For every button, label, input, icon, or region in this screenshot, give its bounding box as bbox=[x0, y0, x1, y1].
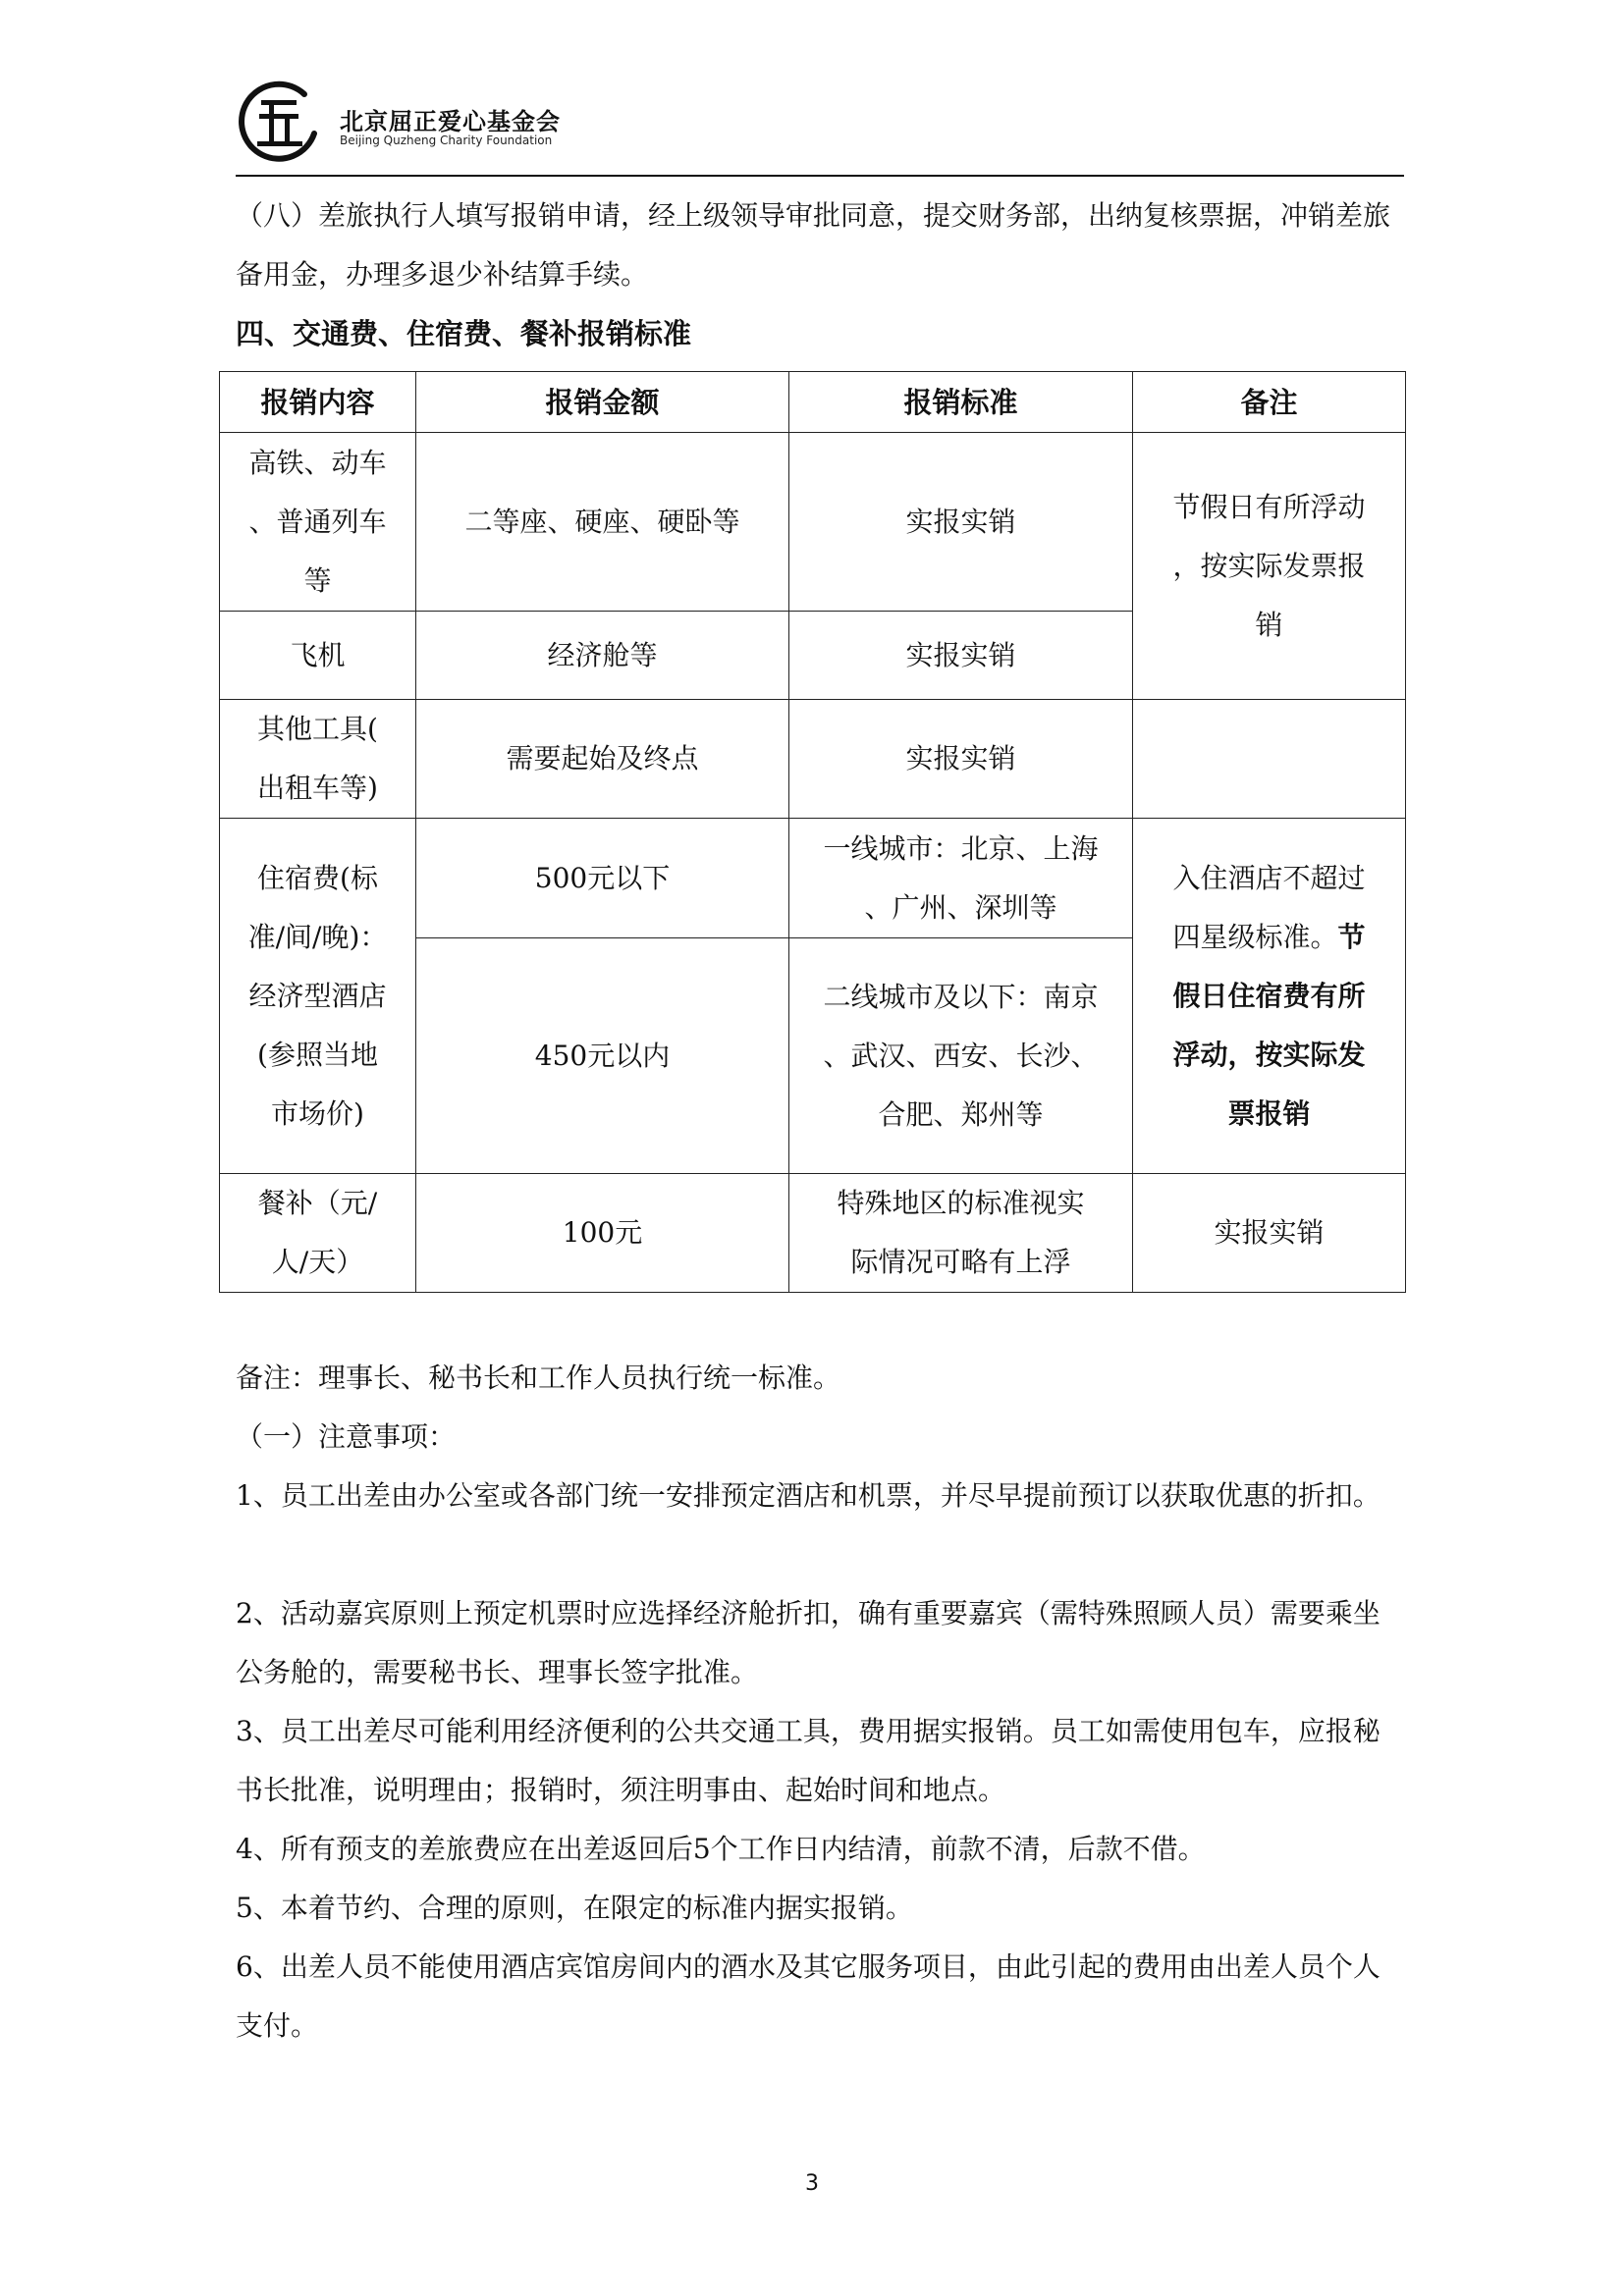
attention-item: 4、所有预支的差旅费应在出差返回后5个工作日内结清，前款不清，后款不借。 bbox=[236, 1833, 1206, 1865]
column-header: 报销金额 bbox=[416, 372, 789, 433]
paragraph-item-8: （八）差旅执行人填写报销申请，经上级领导审批同意，提交财务部，出纳复核票据，冲销差旅备用金，办理多退少补结算手续。 bbox=[236, 199, 1391, 291]
column-header: 报销内容 bbox=[220, 372, 416, 433]
page-number: 3 bbox=[805, 2171, 819, 2196]
table-cell: 100元 bbox=[416, 1174, 789, 1293]
table-cell: 特殊地区的标准视实 际情况可略有上浮 bbox=[789, 1174, 1133, 1293]
table-row bbox=[220, 433, 1406, 612]
column-header: 报销标准 bbox=[789, 372, 1133, 433]
column-header: 备注 bbox=[1133, 372, 1406, 433]
table-cell: 二等座、硬座、硬卧等 bbox=[416, 433, 789, 612]
transport-note-cell: 节假日有所浮动 ，按实际发票报 销 bbox=[1133, 433, 1406, 700]
table-cell: 其他工具( 出租车等) bbox=[220, 700, 416, 819]
table-cell: 二线城市及以下：南京 、武汉、西安、长沙、 合肥、郑州等 bbox=[789, 938, 1133, 1174]
reimbursement-standards-table bbox=[219, 371, 1406, 1293]
attention-item: 6、出差人员不能使用酒店宾馆房间内的酒水及其它服务项目，由此引起的费用由出差人员个人支付。 bbox=[236, 1950, 1380, 2042]
section-4-title: 四、交通费、住宿费、餐补报销标准 bbox=[236, 317, 692, 350]
org-name-en: Beijing Quzheng Charity Foundation bbox=[340, 133, 553, 147]
table-cell bbox=[1133, 700, 1406, 819]
table-row bbox=[220, 819, 1406, 938]
table-cell: 飞机 bbox=[220, 612, 416, 700]
table-cell: 实报实销 bbox=[1133, 1174, 1406, 1293]
table-cell: 需要起始及终点 bbox=[416, 700, 789, 819]
table-row bbox=[220, 700, 1406, 819]
foundation-logo-icon bbox=[236, 77, 322, 163]
remark-note: 备注：理事长、秘书长和工作人员执行统一标准。 bbox=[236, 1362, 841, 1394]
attention-item: 5、本着节约、合理的原则，在限定的标准内据实报销。 bbox=[236, 1892, 913, 1924]
attention-title: （一）注意事项： bbox=[236, 1420, 457, 1453]
table-cell: 实报实销 bbox=[789, 612, 1133, 700]
header-divider bbox=[236, 175, 1404, 177]
table-header-row bbox=[220, 372, 1406, 433]
attention-item: 3、员工出差尽可能利用经济便利的公共交通工具，费用据实报销。员工如需使用包车，应报秘书长批准，说明理由；报销时，须注明事由、起始时间和地点。 bbox=[236, 1715, 1380, 1806]
table-cell: 一线城市：北京、上海 、广州、深圳等 bbox=[789, 819, 1133, 938]
lodging-note-normal: 入住酒店不超过 四星级标准。 bbox=[1172, 861, 1366, 953]
table-cell: 实报实销 bbox=[789, 433, 1133, 612]
lodging-content-cell: 住宿费(标 准/间/晚)： 经济型酒店 (参照当地 市场价) bbox=[220, 819, 416, 1174]
table-cell: 高铁、动车 、普通列车 等 bbox=[220, 433, 416, 612]
table-cell: 餐补（元/ 人/天） bbox=[220, 1174, 416, 1293]
table-cell: 经济舱等 bbox=[416, 612, 789, 700]
table-cell: 实报实销 bbox=[789, 700, 1133, 819]
table-cell: 500元以下 bbox=[416, 819, 789, 938]
attention-item: 1、员工出差由办公室或各部门统一安排预定酒店和机票，并尽早提前预订以获取优惠的折扣。 bbox=[236, 1479, 1380, 1512]
org-name-cn: 北京屈正爱心基金会 bbox=[340, 108, 561, 135]
table-cell: 450元以内 bbox=[416, 938, 789, 1174]
page-header bbox=[236, 77, 1404, 171]
table-row bbox=[220, 1174, 1406, 1293]
lodging-note-cell bbox=[1133, 819, 1406, 1174]
attention-item: 2、活动嘉宾原则上预定机票时应选择经济舱折扣，确有重要嘉宾（需特殊照顾人员）需要乘坐公务舱的，需要秘书长、理事长签字批准。 bbox=[236, 1597, 1380, 1688]
lodging-note-bold: 节 假日住宿费有所 浮动，按实际发 票报销 bbox=[1172, 920, 1366, 1130]
